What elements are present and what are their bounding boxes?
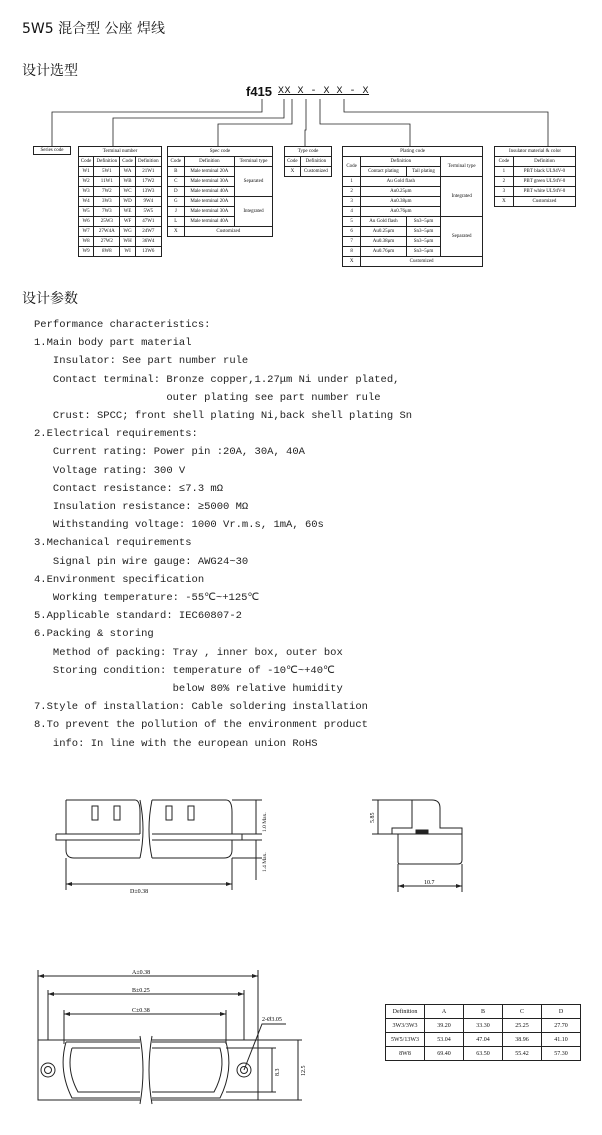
performance-line: 7.Style of installation: Cable soldering installation <box>34 701 368 714</box>
column-header: Code <box>285 157 301 167</box>
table-cell: Customized <box>361 257 483 267</box>
table-cell: W3 <box>79 187 94 197</box>
performance-line: Performance characteristics: <box>34 319 211 331</box>
column-header: Definition <box>135 157 161 167</box>
performance-line: Insulation resistance: ≥5000 MΩ <box>34 501 249 514</box>
table-title: Plating code <box>343 147 483 157</box>
table-cell: WF <box>120 217 135 227</box>
dimension-label: 12.5 <box>301 1065 307 1076</box>
table-cell: Male terminal 40A <box>184 217 234 227</box>
table-cell: Au Gold flash <box>361 177 441 187</box>
table-title: Terminal number <box>79 147 162 157</box>
performance-line: 8.To prevent the pollution of the environment product <box>34 719 368 732</box>
table-cell: L <box>168 217 185 227</box>
table-cell: Au0.38μm <box>361 197 441 207</box>
performance-line: 4.Environment specification <box>34 573 205 586</box>
performance-line: 2.Electrical requirements: <box>34 428 198 441</box>
table-cell: Male terminal 30A <box>184 177 234 187</box>
table-cell: 53.04 <box>425 1033 464 1047</box>
table-cell: X <box>285 167 301 177</box>
table-cell: 2 <box>495 177 514 187</box>
table-cell: 11W1 <box>94 177 120 187</box>
performance-line: Signal pin wire gauge: AWG24~30 <box>34 555 249 568</box>
table-cell: 24W7 <box>135 227 161 237</box>
table-cell: 5W1 <box>94 167 120 177</box>
table-cell: WB <box>120 177 135 187</box>
table-cell: Au0.25μm <box>361 227 406 237</box>
column-header: Code <box>343 157 361 177</box>
performance-line: Current rating: Power pin :20A, 30A, 40A <box>34 446 305 459</box>
table-cell: 55.42 <box>503 1047 542 1061</box>
table-cell: Sn3~5μm <box>406 217 441 227</box>
table-cell: J <box>168 207 185 217</box>
table-cell: 8W8 <box>94 247 120 257</box>
table-cell: 27W4A <box>94 227 120 237</box>
table-cell: 5W5/13W3 <box>386 1033 425 1047</box>
column-header: Terminal type <box>235 157 273 167</box>
terminal-type-cell: Separated <box>235 167 273 197</box>
table-cell: 5 <box>343 217 361 227</box>
series-code-box: Series code <box>33 146 71 155</box>
column-header: A <box>425 1005 464 1019</box>
table-cell: 27.70 <box>542 1019 581 1033</box>
column-header: Definition <box>300 157 331 167</box>
performance-line: Contact resistance: ≤7.3 mΩ <box>34 482 224 495</box>
table-cell: 36W4 <box>135 237 161 247</box>
table-cell: 3 <box>343 197 361 207</box>
table-cell: X <box>495 197 514 207</box>
table-cell: Au0.76μm <box>361 207 441 217</box>
table-cell: Au0.25μm <box>361 187 441 197</box>
column-header: Definition <box>513 157 575 167</box>
table-cell: 9W4 <box>135 197 161 207</box>
table-cell: W9 <box>79 247 94 257</box>
table-cell: W1 <box>79 167 94 177</box>
table-cell: W2 <box>79 177 94 187</box>
terminal-type-cell: Separated <box>441 217 483 257</box>
table-cell: C <box>168 177 185 187</box>
table-cell: 57.30 <box>542 1047 581 1061</box>
column-header: Definition <box>184 157 234 167</box>
dimension-label: 8.3 <box>275 1068 281 1076</box>
table-cell: 13W3 <box>135 187 161 197</box>
performance-line: Storing condition: temperature of -10℃~+40℃ <box>34 664 335 677</box>
dimension-table <box>385 1004 581 1061</box>
part-number-prefix: f415 <box>246 84 273 99</box>
column-header: B <box>464 1005 503 1019</box>
table-row <box>386 1019 581 1033</box>
performance-line: 1.Main body part material <box>34 337 192 350</box>
table-cell: WD <box>120 197 135 207</box>
dimension-label: 1.4 Max. <box>262 852 268 872</box>
table-cell: 47.04 <box>464 1033 503 1047</box>
table-cell: Male terminal 30A <box>184 207 234 217</box>
table-cell: 47W1 <box>135 217 161 227</box>
table-cell: 3W3 <box>94 197 120 207</box>
table-cell: 2 <box>343 187 361 197</box>
table-cell: Sn3~5μm <box>406 247 441 257</box>
table-cell: 21W1 <box>135 167 161 177</box>
column-header: Code <box>79 157 94 167</box>
dimension-label: B±0.25 <box>132 988 150 994</box>
table-cell: W7 <box>79 227 94 237</box>
dimension-label: 10.7 <box>424 880 435 886</box>
part-number-pattern: XX X - X X - X <box>278 86 370 97</box>
dimension-label: C±0.38 <box>132 1008 150 1014</box>
column-header: Code <box>120 157 135 167</box>
table-cell: 7 <box>343 237 361 247</box>
table-cell: 1 <box>495 167 514 177</box>
table-cell: Customized <box>513 197 575 207</box>
column-header: Definition <box>361 157 441 167</box>
table-cell: Au0.76μm <box>361 247 406 257</box>
table-cell: 7W2 <box>94 187 120 197</box>
table-cell: Sn3~5μm <box>406 237 441 247</box>
table-cell: 17W2 <box>135 177 161 187</box>
table-cell: Male terminal 20A <box>184 197 234 207</box>
column-subheader: Contact plating <box>361 167 406 177</box>
table-cell: X <box>168 227 185 237</box>
table-cell: 5W5 <box>135 207 161 217</box>
table-cell: 8 <box>343 247 361 257</box>
column-header: D <box>542 1005 581 1019</box>
table-cell: X <box>343 257 361 267</box>
terminal-type-cell: Integrated <box>235 197 273 227</box>
table-cell: Male terminal 40A <box>184 187 234 197</box>
table-cell: PBT green UL94V-0 <box>513 177 575 187</box>
performance-line: Working temperature: -55℃~+125℃ <box>34 592 260 605</box>
column-header: Definition <box>94 157 120 167</box>
table-cell: Customized <box>184 227 272 237</box>
table-cell: 1 <box>343 177 361 187</box>
performance-line: Crust: SPCC; front shell plating Ni,back shell plating Sn <box>34 410 413 423</box>
table-cell: Customized <box>300 167 331 177</box>
table-cell: Au Gold flash <box>361 217 406 227</box>
dimension-label: A±0.38 <box>132 970 151 976</box>
performance-line: Withstanding voltage: 1000 Vr.m.s, 1mA, 60s <box>34 519 324 532</box>
table-cell: 63.50 <box>464 1047 503 1061</box>
table-cell: WC <box>120 187 135 197</box>
table-cell: W8 <box>79 237 94 247</box>
column-header: Code <box>495 157 514 167</box>
table-title: Spec code <box>168 147 273 157</box>
performance-line: 3.Mechanical requirements <box>34 537 192 550</box>
performance-line: 5.Applicable standard: IEC60807-2 <box>34 610 242 623</box>
performance-line: Voltage rating: 300 V <box>34 464 186 477</box>
column-header: Definition <box>386 1005 425 1019</box>
table-cell: 41.10 <box>542 1033 581 1047</box>
table-cell: WI <box>120 247 135 257</box>
table-cell: WH <box>120 237 135 247</box>
section-heading-design-selection: 设计选型 <box>22 63 78 79</box>
table-cell: 7W3 <box>94 207 120 217</box>
table-cell: Male terminal 20A <box>184 167 234 177</box>
dimension-label: D±0.38 <box>130 889 149 895</box>
table-cell: 6 <box>343 227 361 237</box>
table-cell: 39.20 <box>425 1019 464 1033</box>
column-header: Code <box>168 157 185 167</box>
table-title: Insulator material & color <box>495 147 576 157</box>
section-heading-design-params: 设计参数 <box>22 291 78 307</box>
performance-line: Insulator: See part number rule <box>34 355 249 368</box>
table-cell: WA <box>120 167 135 177</box>
table-cell: W5 <box>79 207 94 217</box>
table-cell: 3W3/3W3 <box>386 1019 425 1033</box>
table-cell: 25.25 <box>503 1019 542 1033</box>
table-cell: WE <box>120 207 135 217</box>
table-cell: 69.40 <box>425 1047 464 1061</box>
table-cell: 25W3 <box>94 217 120 227</box>
table-cell: 8W8 <box>386 1047 425 1061</box>
table-cell: PBT black UL94V-0 <box>513 167 575 177</box>
column-header: Terminal type <box>441 157 483 177</box>
table-cell: G <box>168 197 185 207</box>
table-title: Type code <box>285 147 332 157</box>
table-row <box>386 1047 581 1061</box>
table-cell: W4 <box>79 197 94 207</box>
page-title: 5W5 混合型 公座 焊线 <box>22 21 166 37</box>
performance-line: outer plating see part number rule <box>34 391 381 404</box>
dimension-label: 2-Ø3.05 <box>262 1017 282 1023</box>
table-cell: 13W6 <box>135 247 161 257</box>
table-cell: 4 <box>343 207 361 217</box>
performance-line: Method of packing: Tray , inner box, outer box <box>34 646 343 659</box>
performance-line: below 80% relative humidity <box>34 683 343 696</box>
dimension-label: 1.0 Max. <box>262 812 268 832</box>
table-cell: 27W2 <box>94 237 120 247</box>
dimension-label: 5.85 <box>370 812 376 823</box>
table-cell: Au0.38μm <box>361 237 406 247</box>
column-subheader: Tail plating <box>406 167 441 177</box>
table-cell: W6 <box>79 217 94 227</box>
table-cell: 33.30 <box>464 1019 503 1033</box>
table-cell: 38.96 <box>503 1033 542 1047</box>
table-cell: Sn3~5μm <box>406 227 441 237</box>
column-header: C <box>503 1005 542 1019</box>
table-row <box>386 1033 581 1047</box>
terminal-type-cell: Integrated <box>441 177 483 217</box>
table-cell: PBT white UL94V-0 <box>513 187 575 197</box>
performance-line: info: In line with the european union RoHS <box>34 737 318 750</box>
performance-line: 6.Packing & storing <box>34 628 154 641</box>
performance-line: Contact terminal: Bronze copper,1.27μm Ni under plated, <box>34 373 400 386</box>
table-cell: WG <box>120 227 135 237</box>
table-cell: 3 <box>495 187 514 197</box>
table-cell: B <box>168 167 185 177</box>
table-cell: D <box>168 187 185 197</box>
